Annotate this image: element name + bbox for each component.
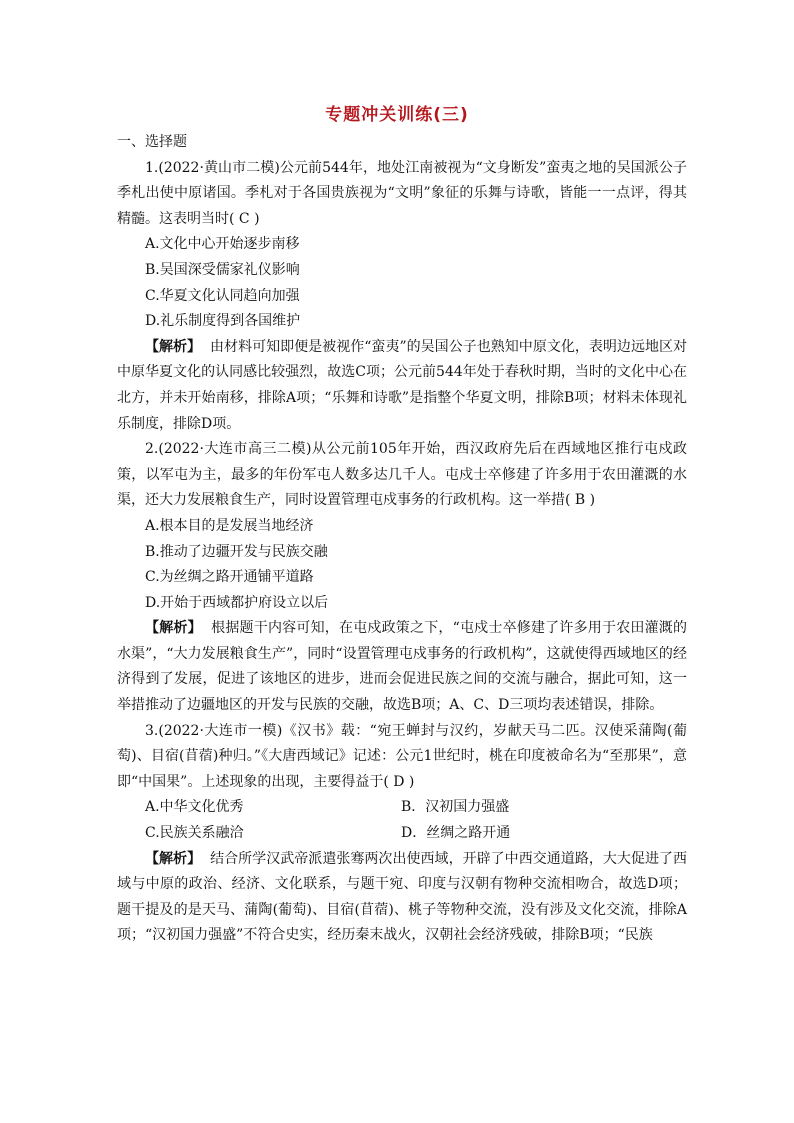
question-3-option-c: C.民族关系融洽 bbox=[145, 825, 244, 842]
question-1-option-b: B.吴国深受儒家礼仪影响 bbox=[145, 261, 300, 278]
question-content bbox=[117, 130, 687, 949]
analysis-tag: 【解析】 bbox=[145, 620, 202, 637]
question-2-option-d: D.开始于西域都护府设立以后 bbox=[145, 594, 329, 611]
question-3-analysis bbox=[117, 847, 687, 949]
page-title: 专题冲关训练(三) bbox=[325, 105, 469, 125]
question-3-options-row-2 bbox=[117, 821, 687, 847]
analysis-tag: 【解析】 bbox=[145, 850, 202, 867]
question-2-option-a: A.根本目的是发展当地经济 bbox=[145, 517, 314, 534]
question-3-option-d: D．丝绸之路开通 bbox=[401, 825, 511, 842]
analysis-tag: 【解析】 bbox=[145, 338, 202, 355]
question-2-analysis bbox=[117, 616, 687, 718]
question-2-stem: 2.(2022·大连市高三二模)从公元前105年开始，西汉政府先后在西域地区推行屯戍政策，以军屯为主，最多的年份军屯人数多达几千人。屯戍士卒修建了许多用于农田灌溉的水渠，还大力发展粮食生产，同时设置管理屯戍事务的行政机构。这一举措( B ) bbox=[117, 441, 687, 509]
question-1-option-a: A.文化中心开始逐步南移 bbox=[145, 236, 300, 253]
question-2-option-c: C.为丝绸之路开通铺平道路 bbox=[145, 569, 314, 586]
question-2-option-b: B.推动了边疆开发与民族交融 bbox=[145, 543, 328, 560]
question-3-option-a: A.中华文化优秀 bbox=[145, 799, 244, 816]
question-1-option-c: C.华夏文化认同趋向加强 bbox=[145, 287, 300, 304]
question-1-option-d: D.礼乐制度得到各国维护 bbox=[145, 313, 301, 330]
analysis-text: 根据题干内容可知，在屯戍政策之下，“屯戍士卒修建了许多用于农田灌溉的水渠”，“大力发展粮食生产”，同时“设置管理屯戍事务的行政机构”，这就使得西域地区的经济得到了发展，促进了该地区的进步，进而会促进民族之间的交流与融合，据此可知，这一举措推动了边疆地区的开发与民族的交融，故选B项；A、C、D三项均表述错误，排除。 bbox=[117, 620, 688, 714]
question-1-stem: 1.(2022·黄山市二模)公元前544年，地处江南被视为“文身断发”蛮夷之地的吴国派公子季札出使中原诸国。季札对于各国贵族视为“文明”象征的乐舞与诗歌，皆能一一点评，得其精髓。这表明当时( C ) bbox=[117, 159, 687, 227]
question-3-option-b: B．汉初国力强盛 bbox=[401, 799, 510, 816]
analysis-text: 结合所学汉武帝派遣张骞两次出使西域，开辟了中西交通道路，大大促进了西域与中原的政治、经济、文化联系，与题干宛、印度与汉朝有物种交流相吻合，故选D项；题干提及的是天马、蒲陶(葡萄)、目宿(苜蓿)、桃子等物种交流，没有涉及文化交流，排除A项；“汉初国力强盛”不符合史实，经历秦末战火，汉朝社会经济残破，排除B项；“民族 bbox=[117, 850, 688, 944]
question-3-options-row-1 bbox=[117, 795, 687, 821]
question-1-analysis bbox=[117, 335, 687, 437]
section-heading: 一、选择题 bbox=[117, 134, 187, 150]
question-3-stem: 3.(2022·大连市一模)《汉书》载：“宛王蝉封与汉约，岁献天马二匹。汉使采蒲陶(葡萄)、目宿(苜蓿)种归。”《大唐西域记》记述：公元1世纪时，桃在印度被命名为“至那果”，意即“中国果”。上述现象的出现，主要得益于( D ) bbox=[117, 722, 687, 790]
analysis-text: 由材料可知即便是被视作“蛮夷”的吴国公子也熟知中原文化，表明边远地区对中原华夏文化的认同感比较强烈，故选C项；公元前544年处于春秋时期，当时的文化中心在北方，并未开始南移，排除A项；“乐舞和诗歌”是指整个华夏文明，排除B项；材料未体现礼乐制度，排除D项。 bbox=[117, 338, 688, 432]
